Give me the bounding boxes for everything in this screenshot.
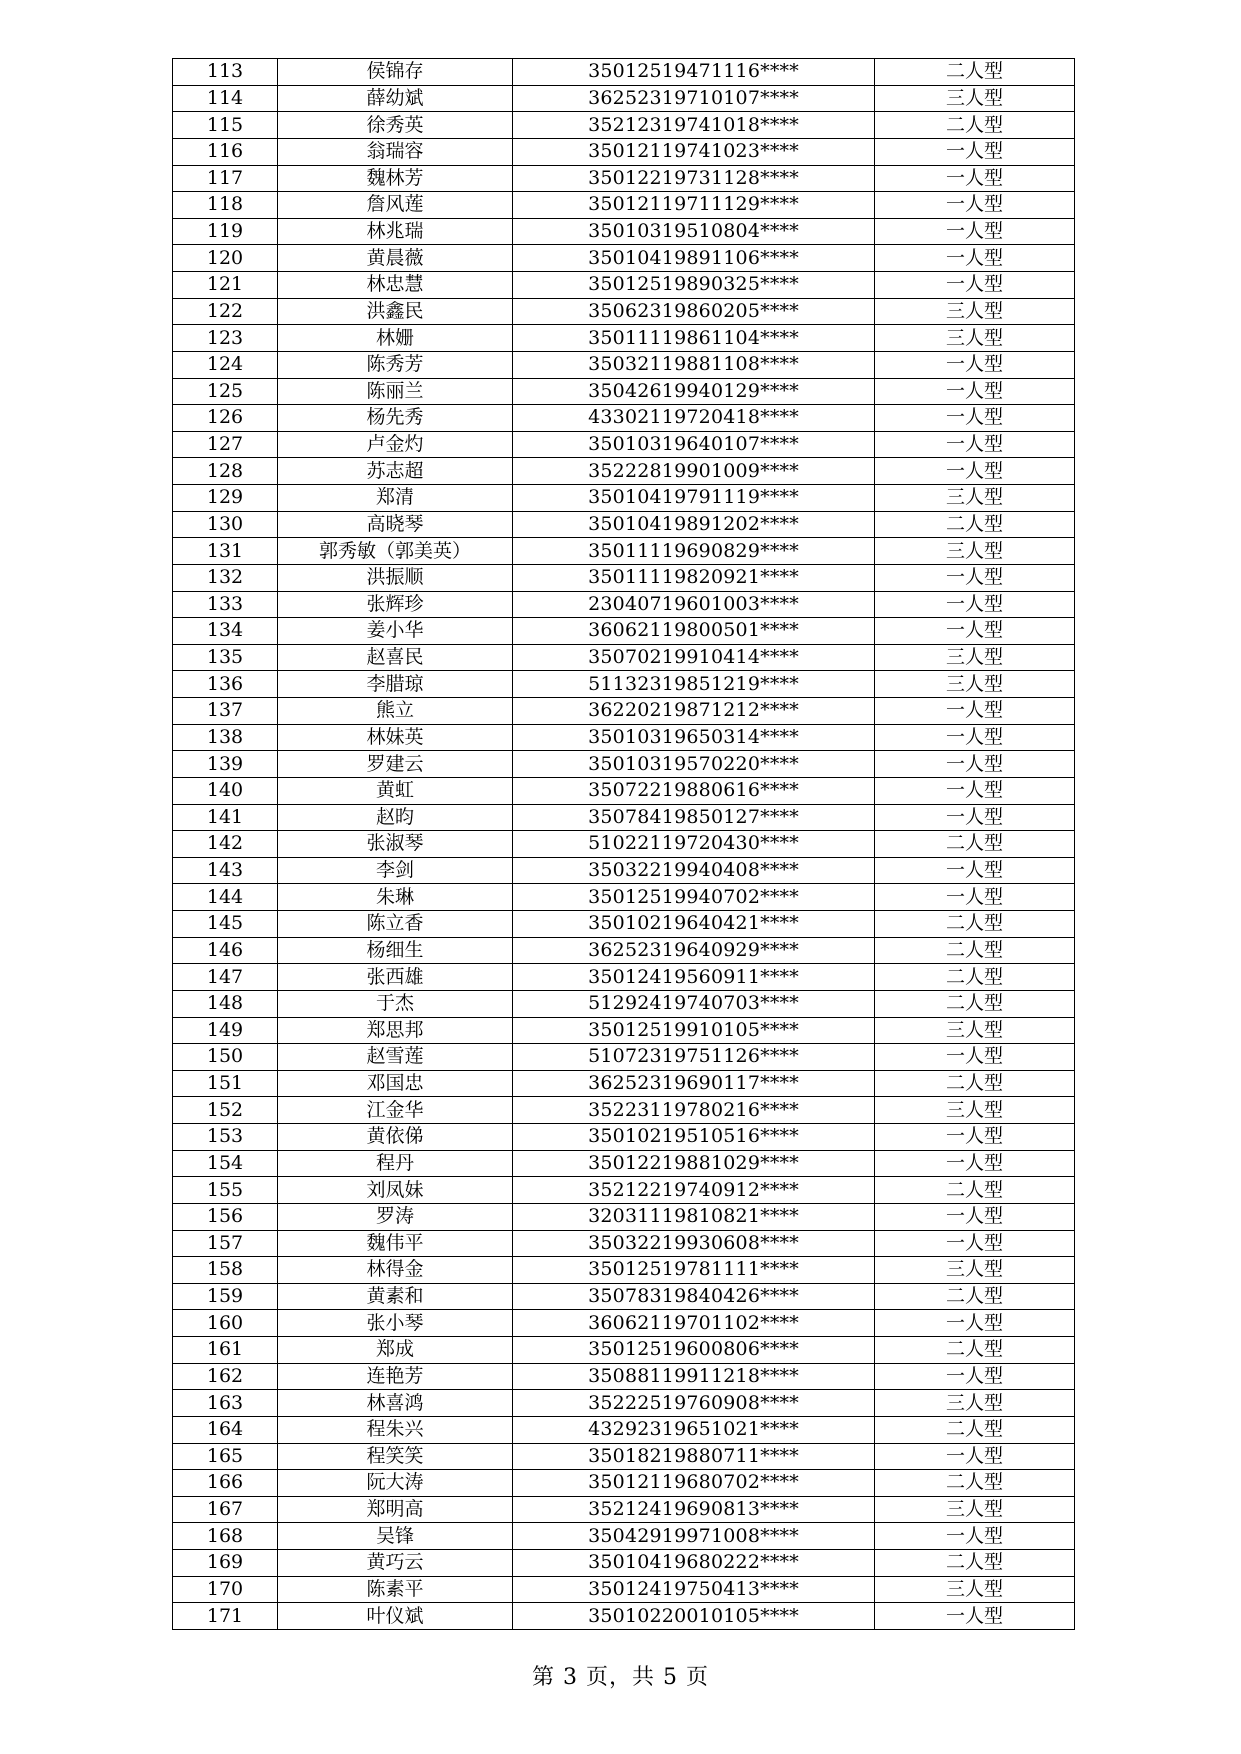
- table-row: [173, 591, 1075, 618]
- id-number-cell: 35088119911218****: [513, 1363, 875, 1390]
- row-number-cell: 134: [173, 618, 278, 645]
- household-type-cell: 一人型: [875, 1363, 1075, 1390]
- id-number-cell: 35032219940408****: [513, 857, 875, 884]
- id-number-cell: 35012419750413****: [513, 1576, 875, 1603]
- household-type-cell: 二人型: [875, 964, 1075, 991]
- household-type-cell: 三人型: [875, 1496, 1075, 1523]
- person-name-cell: 杨细生: [278, 937, 513, 964]
- id-number-cell: 35212319741018****: [513, 112, 875, 139]
- row-number-cell: 170: [173, 1576, 278, 1603]
- table-row: [173, 857, 1075, 884]
- table-row: [173, 325, 1075, 352]
- row-number-cell: 149: [173, 1017, 278, 1044]
- household-type-cell: 一人型: [875, 192, 1075, 219]
- household-type-cell: 三人型: [875, 485, 1075, 512]
- row-number-cell: 142: [173, 831, 278, 858]
- id-number-cell: 35010419891106****: [513, 245, 875, 272]
- row-number-cell: 136: [173, 671, 278, 698]
- household-type-cell: 三人型: [875, 325, 1075, 352]
- household-type-cell: 一人型: [875, 165, 1075, 192]
- row-number-cell: 171: [173, 1603, 278, 1630]
- id-number-cell: 51022119720430****: [513, 831, 875, 858]
- household-type-cell: 二人型: [875, 511, 1075, 538]
- person-name-cell: 陈立香: [278, 911, 513, 938]
- row-number-cell: 167: [173, 1496, 278, 1523]
- table-row: [173, 485, 1075, 512]
- person-name-cell: 苏志超: [278, 458, 513, 485]
- row-number-cell: 137: [173, 698, 278, 725]
- person-name-cell: 黄晨薇: [278, 245, 513, 272]
- row-number-cell: 156: [173, 1203, 278, 1230]
- person-name-cell: 魏伟平: [278, 1230, 513, 1257]
- person-name-cell: 林喜鸿: [278, 1390, 513, 1417]
- id-number-cell: 43302119720418****: [513, 405, 875, 432]
- household-type-cell: 三人型: [875, 1257, 1075, 1284]
- table-row: [173, 1044, 1075, 1071]
- household-type-cell: 二人型: [875, 831, 1075, 858]
- household-type-cell: 二人型: [875, 937, 1075, 964]
- household-type-cell: 一人型: [875, 218, 1075, 245]
- row-number-cell: 162: [173, 1363, 278, 1390]
- person-name-cell: 程笑笑: [278, 1443, 513, 1470]
- row-number-cell: 141: [173, 804, 278, 831]
- id-number-cell: 51292419740703****: [513, 990, 875, 1017]
- row-number-cell: 143: [173, 857, 278, 884]
- row-number-cell: 158: [173, 1257, 278, 1284]
- table-row: [173, 112, 1075, 139]
- household-type-cell: 一人型: [875, 1150, 1075, 1177]
- id-number-cell: 35010419891202****: [513, 511, 875, 538]
- household-type-cell: 一人型: [875, 1203, 1075, 1230]
- id-number-cell: 35011119861104****: [513, 325, 875, 352]
- person-name-cell: 魏林芳: [278, 165, 513, 192]
- id-number-cell: 36062119800501****: [513, 618, 875, 645]
- table-row: [173, 804, 1075, 831]
- table-row: [173, 1124, 1075, 1151]
- id-number-cell: 36252319710107****: [513, 85, 875, 112]
- row-number-cell: 153: [173, 1124, 278, 1151]
- table-row: [173, 1177, 1075, 1204]
- table-row: [173, 564, 1075, 591]
- person-name-cell: 吴锋: [278, 1523, 513, 1550]
- household-type-cell: 二人型: [875, 1070, 1075, 1097]
- person-name-cell: 黄素和: [278, 1283, 513, 1310]
- id-number-cell: 35018219880711****: [513, 1443, 875, 1470]
- household-type-cell: 一人型: [875, 857, 1075, 884]
- table-row: [173, 1310, 1075, 1337]
- row-number-cell: 124: [173, 351, 278, 378]
- table-row: [173, 85, 1075, 112]
- household-type-cell: 一人型: [875, 1044, 1075, 1071]
- row-number-cell: 122: [173, 298, 278, 325]
- household-type-cell: 三人型: [875, 538, 1075, 565]
- id-number-cell: 35212419690813****: [513, 1496, 875, 1523]
- table-row: [173, 1390, 1075, 1417]
- household-type-cell: 一人型: [875, 804, 1075, 831]
- row-number-cell: 132: [173, 564, 278, 591]
- row-number-cell: 138: [173, 724, 278, 751]
- table-row: [173, 351, 1075, 378]
- id-number-cell: 36252319640929****: [513, 937, 875, 964]
- table-row: [173, 1470, 1075, 1497]
- household-type-cell: 一人型: [875, 138, 1075, 165]
- person-name-cell: 徐秀英: [278, 112, 513, 139]
- household-type-cell: 三人型: [875, 671, 1075, 698]
- row-number-cell: 115: [173, 112, 278, 139]
- household-type-cell: 二人型: [875, 112, 1075, 139]
- id-number-cell: 35042619940129****: [513, 378, 875, 405]
- page-footer: 第 3 页，共 5 页: [532, 1665, 709, 1690]
- row-number-cell: 148: [173, 990, 278, 1017]
- row-number-cell: 169: [173, 1550, 278, 1577]
- id-number-cell: 35010220010105****: [513, 1603, 875, 1630]
- row-number-cell: 159: [173, 1283, 278, 1310]
- table-row: [173, 1337, 1075, 1364]
- row-number-cell: 147: [173, 964, 278, 991]
- row-number-cell: 116: [173, 138, 278, 165]
- table-row: [173, 458, 1075, 485]
- person-name-cell: 邓国忠: [278, 1070, 513, 1097]
- id-number-cell: 35078419850127****: [513, 804, 875, 831]
- person-name-cell: 罗建云: [278, 751, 513, 778]
- id-number-cell: 35032119881108****: [513, 351, 875, 378]
- household-type-cell: 二人型: [875, 911, 1075, 938]
- person-name-cell: 朱琳: [278, 884, 513, 911]
- id-number-cell: 35012119711129****: [513, 192, 875, 219]
- table-row: [173, 1603, 1075, 1630]
- id-number-cell: 35042919971008****: [513, 1523, 875, 1550]
- household-type-cell: 一人型: [875, 591, 1075, 618]
- id-number-cell: 35011119820921****: [513, 564, 875, 591]
- row-number-cell: 151: [173, 1070, 278, 1097]
- table-row: [173, 298, 1075, 325]
- person-name-cell: 李腊琼: [278, 671, 513, 698]
- table-row: [173, 165, 1075, 192]
- table-row: [173, 671, 1075, 698]
- id-number-cell: 36220219871212****: [513, 698, 875, 725]
- person-name-cell: 黄巧云: [278, 1550, 513, 1577]
- id-number-cell: 35012419560911****: [513, 964, 875, 991]
- row-number-cell: 150: [173, 1044, 278, 1071]
- id-number-cell: 36252319690117****: [513, 1070, 875, 1097]
- id-number-cell: 35010419680222****: [513, 1550, 875, 1577]
- household-type-cell: 一人型: [875, 564, 1075, 591]
- row-number-cell: 123: [173, 325, 278, 352]
- person-name-cell: 洪振顺: [278, 564, 513, 591]
- id-number-cell: 35062319860205****: [513, 298, 875, 325]
- household-type-cell: 二人型: [875, 1177, 1075, 1204]
- person-name-cell: 郭秀敏（郭美英）: [278, 538, 513, 565]
- id-number-cell: 35078319840426****: [513, 1283, 875, 1310]
- roster-table: [172, 58, 1075, 1630]
- household-type-cell: 一人型: [875, 698, 1075, 725]
- row-number-cell: 157: [173, 1230, 278, 1257]
- household-type-cell: 一人型: [875, 751, 1075, 778]
- household-type-cell: 三人型: [875, 1017, 1075, 1044]
- row-number-cell: 129: [173, 485, 278, 512]
- person-name-cell: 程丹: [278, 1150, 513, 1177]
- table-row: [173, 218, 1075, 245]
- household-type-cell: 三人型: [875, 644, 1075, 671]
- person-name-cell: 于杰: [278, 990, 513, 1017]
- person-name-cell: 黄依俤: [278, 1124, 513, 1151]
- row-number-cell: 118: [173, 192, 278, 219]
- person-name-cell: 张西雄: [278, 964, 513, 991]
- row-number-cell: 165: [173, 1443, 278, 1470]
- row-number-cell: 160: [173, 1310, 278, 1337]
- table-row: [173, 245, 1075, 272]
- table-row: [173, 511, 1075, 538]
- row-number-cell: 166: [173, 1470, 278, 1497]
- row-number-cell: 146: [173, 937, 278, 964]
- household-type-cell: 二人型: [875, 1470, 1075, 1497]
- table-row: [173, 1097, 1075, 1124]
- person-name-cell: 薛幼斌: [278, 85, 513, 112]
- person-name-cell: 林兆瑞: [278, 218, 513, 245]
- household-type-cell: 三人型: [875, 1097, 1075, 1124]
- id-number-cell: 35010419791119****: [513, 485, 875, 512]
- row-number-cell: 135: [173, 644, 278, 671]
- table-row: [173, 1203, 1075, 1230]
- household-type-cell: 一人型: [875, 1310, 1075, 1337]
- table-row: [173, 538, 1075, 565]
- row-number-cell: 145: [173, 911, 278, 938]
- person-name-cell: 张辉珍: [278, 591, 513, 618]
- row-number-cell: 164: [173, 1416, 278, 1443]
- id-number-cell: 35011119690829****: [513, 538, 875, 565]
- id-number-cell: 51072319751126****: [513, 1044, 875, 1071]
- id-number-cell: 35012519910105****: [513, 1017, 875, 1044]
- person-name-cell: 林妹英: [278, 724, 513, 751]
- household-type-cell: 一人型: [875, 458, 1075, 485]
- table-row: [173, 1416, 1075, 1443]
- row-number-cell: 131: [173, 538, 278, 565]
- person-name-cell: 詹风莲: [278, 192, 513, 219]
- id-number-cell: 35010319510804****: [513, 218, 875, 245]
- table-row: [173, 751, 1075, 778]
- id-number-cell: 35012219731128****: [513, 165, 875, 192]
- table-row: [173, 272, 1075, 299]
- table-row: [173, 1150, 1075, 1177]
- household-type-cell: 二人型: [875, 59, 1075, 86]
- person-name-cell: 李剑: [278, 857, 513, 884]
- person-name-cell: 陈素平: [278, 1576, 513, 1603]
- id-number-cell: 35012219881029****: [513, 1150, 875, 1177]
- household-type-cell: 二人型: [875, 1283, 1075, 1310]
- household-type-cell: 一人型: [875, 405, 1075, 432]
- household-type-cell: 一人型: [875, 431, 1075, 458]
- table-row: [173, 644, 1075, 671]
- row-number-cell: 163: [173, 1390, 278, 1417]
- id-number-cell: 35010219640421****: [513, 911, 875, 938]
- household-type-cell: 二人型: [875, 1337, 1075, 1364]
- id-number-cell: 35010319650314****: [513, 724, 875, 751]
- id-number-cell: 35010319570220****: [513, 751, 875, 778]
- table-row: [173, 1283, 1075, 1310]
- table-row: [173, 378, 1075, 405]
- person-name-cell: 黄虹: [278, 777, 513, 804]
- household-type-cell: 二人型: [875, 1416, 1075, 1443]
- table-row: [173, 1230, 1075, 1257]
- id-number-cell: 35010219510516****: [513, 1124, 875, 1151]
- person-name-cell: 侯锦存: [278, 59, 513, 86]
- person-name-cell: 林得金: [278, 1257, 513, 1284]
- person-name-cell: 赵喜民: [278, 644, 513, 671]
- row-number-cell: 161: [173, 1337, 278, 1364]
- person-name-cell: 郑成: [278, 1337, 513, 1364]
- person-name-cell: 郑明高: [278, 1496, 513, 1523]
- id-number-cell: 51132319851219****: [513, 671, 875, 698]
- id-number-cell: 35222519760908****: [513, 1390, 875, 1417]
- row-number-cell: 140: [173, 777, 278, 804]
- household-type-cell: 一人型: [875, 777, 1075, 804]
- table-row: [173, 59, 1075, 86]
- person-name-cell: 连艳芳: [278, 1363, 513, 1390]
- row-number-cell: 121: [173, 272, 278, 299]
- person-name-cell: 刘凤妹: [278, 1177, 513, 1204]
- row-number-cell: 119: [173, 218, 278, 245]
- table-row: [173, 884, 1075, 911]
- id-number-cell: 35012519600806****: [513, 1337, 875, 1364]
- id-number-cell: 35070219910414****: [513, 644, 875, 671]
- table-row: [173, 698, 1075, 725]
- id-number-cell: 35012119680702****: [513, 1470, 875, 1497]
- id-number-cell: 36062119701102****: [513, 1310, 875, 1337]
- household-type-cell: 一人型: [875, 272, 1075, 299]
- id-number-cell: 35012519471116****: [513, 59, 875, 86]
- person-name-cell: 陈丽兰: [278, 378, 513, 405]
- id-number-cell: 35032219930608****: [513, 1230, 875, 1257]
- person-name-cell: 叶仪斌: [278, 1603, 513, 1630]
- household-type-cell: 一人型: [875, 351, 1075, 378]
- table-row: [173, 405, 1075, 432]
- person-name-cell: 郑思邦: [278, 1017, 513, 1044]
- row-number-cell: 154: [173, 1150, 278, 1177]
- table-row: [173, 937, 1075, 964]
- household-type-cell: 二人型: [875, 1550, 1075, 1577]
- id-number-cell: 35010319640107****: [513, 431, 875, 458]
- table-row: [173, 192, 1075, 219]
- row-number-cell: 114: [173, 85, 278, 112]
- table-row: [173, 1257, 1075, 1284]
- household-type-cell: 一人型: [875, 1443, 1075, 1470]
- id-number-cell: 32031119810821****: [513, 1203, 875, 1230]
- row-number-cell: 125: [173, 378, 278, 405]
- row-number-cell: 144: [173, 884, 278, 911]
- household-type-cell: 三人型: [875, 298, 1075, 325]
- person-name-cell: 江金华: [278, 1097, 513, 1124]
- household-type-cell: 一人型: [875, 618, 1075, 645]
- person-name-cell: 林忠慧: [278, 272, 513, 299]
- row-number-cell: 113: [173, 59, 278, 86]
- person-name-cell: 赵雪莲: [278, 1044, 513, 1071]
- table-row: [173, 1550, 1075, 1577]
- household-type-cell: 二人型: [875, 990, 1075, 1017]
- person-name-cell: 姜小华: [278, 618, 513, 645]
- row-number-cell: 139: [173, 751, 278, 778]
- table-row: [173, 1363, 1075, 1390]
- person-name-cell: 翁瑞容: [278, 138, 513, 165]
- person-name-cell: 张淑琴: [278, 831, 513, 858]
- table-row: [173, 724, 1075, 751]
- row-number-cell: 133: [173, 591, 278, 618]
- table-row: [173, 964, 1075, 991]
- id-number-cell: 35012119741023****: [513, 138, 875, 165]
- id-number-cell: 35012519940702****: [513, 884, 875, 911]
- id-number-cell: 35223119780216****: [513, 1097, 875, 1124]
- table-row: [173, 618, 1075, 645]
- household-type-cell: 一人型: [875, 1124, 1075, 1151]
- id-number-cell: 35222819901009****: [513, 458, 875, 485]
- person-name-cell: 阮大涛: [278, 1470, 513, 1497]
- household-type-cell: 一人型: [875, 378, 1075, 405]
- id-number-cell: 35012519781111****: [513, 1257, 875, 1284]
- household-type-cell: 三人型: [875, 1576, 1075, 1603]
- person-name-cell: 郑清: [278, 485, 513, 512]
- row-number-cell: 128: [173, 458, 278, 485]
- person-name-cell: 熊立: [278, 698, 513, 725]
- household-type-cell: 一人型: [875, 245, 1075, 272]
- row-number-cell: 127: [173, 431, 278, 458]
- id-number-cell: 35072219880616****: [513, 777, 875, 804]
- table-row: [173, 1496, 1075, 1523]
- household-type-cell: 三人型: [875, 85, 1075, 112]
- table-row: [173, 1576, 1075, 1603]
- household-type-cell: 一人型: [875, 1603, 1075, 1630]
- person-name-cell: 洪鑫民: [278, 298, 513, 325]
- table-row: [173, 911, 1075, 938]
- roster-table-body: [173, 59, 1075, 1630]
- person-name-cell: 张小琴: [278, 1310, 513, 1337]
- row-number-cell: 152: [173, 1097, 278, 1124]
- row-number-cell: 126: [173, 405, 278, 432]
- row-number-cell: 168: [173, 1523, 278, 1550]
- table-row: [173, 1523, 1075, 1550]
- person-name-cell: 杨先秀: [278, 405, 513, 432]
- table-row: [173, 777, 1075, 804]
- id-number-cell: 35012519890325****: [513, 272, 875, 299]
- table-row: [173, 1443, 1075, 1470]
- row-number-cell: 117: [173, 165, 278, 192]
- id-number-cell: 43292319651021****: [513, 1416, 875, 1443]
- person-name-cell: 赵昀: [278, 804, 513, 831]
- household-type-cell: 一人型: [875, 884, 1075, 911]
- person-name-cell: 罗涛: [278, 1203, 513, 1230]
- person-name-cell: 卢金灼: [278, 431, 513, 458]
- person-name-cell: 陈秀芳: [278, 351, 513, 378]
- table-row: [173, 431, 1075, 458]
- table-row: [173, 990, 1075, 1017]
- table-row: [173, 1017, 1075, 1044]
- household-type-cell: 一人型: [875, 724, 1075, 751]
- household-type-cell: 三人型: [875, 1390, 1075, 1417]
- household-type-cell: 一人型: [875, 1230, 1075, 1257]
- person-name-cell: 林姗: [278, 325, 513, 352]
- row-number-cell: 120: [173, 245, 278, 272]
- id-number-cell: 35212219740912****: [513, 1177, 875, 1204]
- row-number-cell: 155: [173, 1177, 278, 1204]
- table-row: [173, 1070, 1075, 1097]
- household-type-cell: 一人型: [875, 1523, 1075, 1550]
- person-name-cell: 高晓琴: [278, 511, 513, 538]
- id-number-cell: 23040719601003****: [513, 591, 875, 618]
- person-name-cell: 程朱兴: [278, 1416, 513, 1443]
- row-number-cell: 130: [173, 511, 278, 538]
- table-row: [173, 138, 1075, 165]
- table-row: [173, 831, 1075, 858]
